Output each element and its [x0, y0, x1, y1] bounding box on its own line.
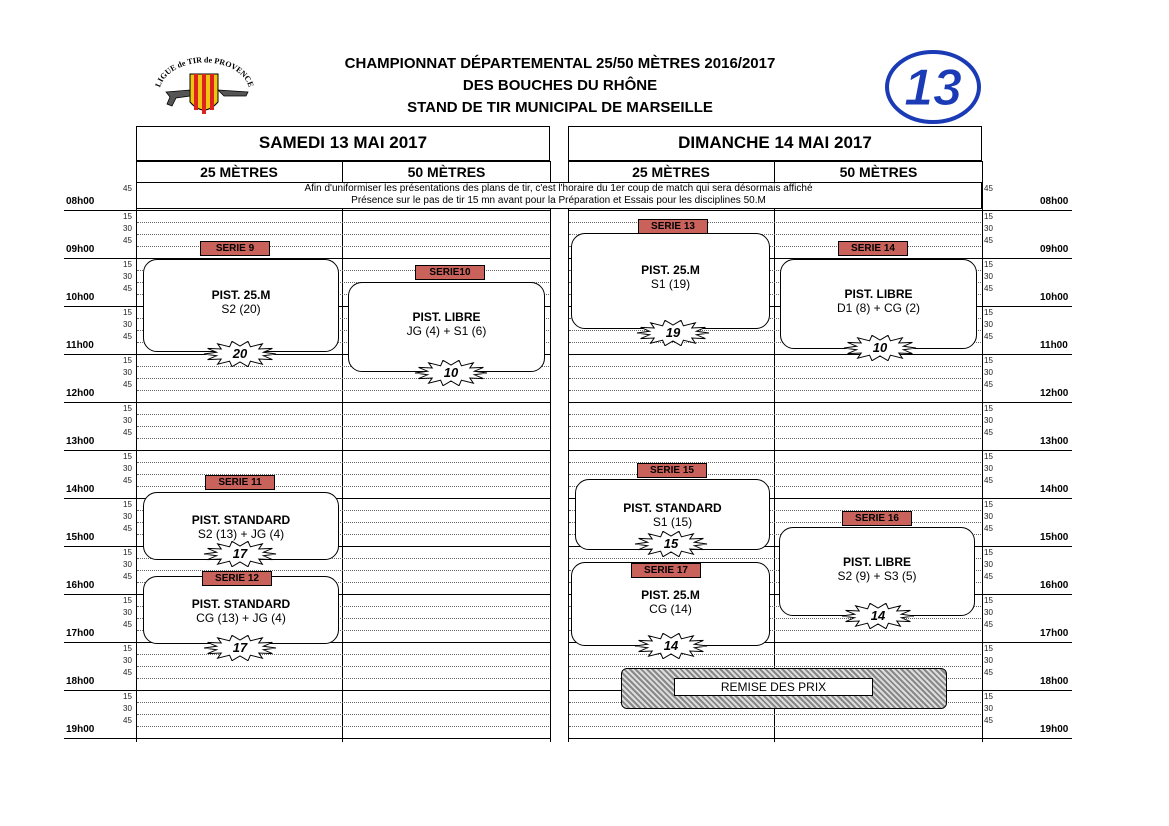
hour-label-right: 08h00: [1040, 196, 1069, 207]
minute-label-left: 30: [123, 656, 132, 665]
minute-label-left: 45: [123, 668, 132, 677]
hour-line: [568, 450, 982, 451]
minute-label-left: 30: [123, 224, 132, 233]
minute-label-left: 45: [123, 476, 132, 485]
shooter-count: 17: [232, 640, 248, 655]
minute-label-right: 30: [984, 512, 993, 521]
hour-label-right: 10h00: [1040, 292, 1069, 303]
minute-label-left: 45: [123, 716, 132, 725]
grid-vline: [550, 161, 551, 742]
hour-line: [136, 450, 550, 451]
minute-label-right: 45: [984, 380, 993, 389]
minute-label-right: 45: [984, 524, 993, 533]
minute-label-right: 15: [984, 260, 993, 269]
hour-label-right: 11h00: [1040, 340, 1068, 351]
shooter-count-burst: [634, 633, 708, 659]
minute-label-right: 15: [984, 596, 993, 605]
shooter-count-burst: [203, 541, 277, 567]
serie-badge: SERIE 14: [838, 241, 908, 256]
quarter-line: [569, 426, 981, 427]
day-title-saturday: SAMEDI 13 MAI 2017: [258, 133, 428, 152]
event-title: PIST. 25.M: [641, 588, 700, 602]
minute-label-right: 30: [984, 704, 993, 713]
shooter-count-burst: [843, 335, 917, 361]
event-box: [143, 259, 339, 352]
hour-line: [568, 738, 982, 739]
minute-label-right: 30: [984, 224, 993, 233]
minute-label-right: 15: [984, 452, 993, 461]
shooter-count-burst: [203, 635, 277, 661]
event-detail: S1 (15): [652, 515, 693, 529]
hour-label-left: 10h00: [66, 292, 95, 303]
hour-label-left: 15h00: [66, 532, 95, 543]
event-detail: CG (13) + JG (4): [196, 611, 286, 625]
grid-hline: [136, 161, 550, 162]
hour-label-left: 09h00: [66, 244, 95, 255]
event-title: PIST. LIBRE: [842, 555, 911, 569]
event-detail: S2 (13) + JG (4): [197, 527, 285, 541]
hour-label-left: 08h00: [66, 196, 95, 207]
minute-label-left: 30: [123, 368, 132, 377]
hour-line: [136, 402, 550, 403]
quarter-line: [569, 726, 981, 727]
minute-label-left: 30: [123, 512, 132, 521]
minute-label-left: 15: [123, 596, 132, 605]
event-detail: S1 (19): [650, 277, 691, 291]
hour-label-left: 17h00: [66, 628, 95, 639]
shooter-count: 14: [663, 638, 679, 653]
logo-13-text: 13: [904, 59, 962, 117]
ligue-provence-logo: [152, 52, 257, 122]
quarter-line: [137, 666, 549, 667]
minute-label-right: 15: [984, 644, 993, 653]
hour-label-left: 14h00: [66, 484, 95, 495]
minute-label-left: 30: [123, 272, 132, 281]
note-line-1: Afin d'uniformiser les présentations des plans de tir, c'est l'horaire du 1er coup de match qui sera désormais affiché: [137, 183, 980, 194]
quarter-line: [569, 222, 981, 223]
hour-line: [64, 210, 136, 211]
shooter-count-burst: [841, 603, 915, 629]
shooter-count-burst: [203, 341, 277, 367]
serie-badge: SERIE 16: [842, 511, 912, 526]
quarter-line: [137, 246, 549, 247]
serie-badge: SERIE 9: [200, 241, 270, 256]
minute-label-left: 15: [123, 452, 132, 461]
event-detail: JG (4) + S1 (6): [406, 324, 487, 338]
quarter-line: [569, 714, 981, 715]
minute-label-left: 45: [123, 332, 132, 341]
minute-label-right: 30: [984, 272, 993, 281]
hour-label-right: 12h00: [1040, 388, 1069, 399]
hour-line: [982, 450, 1072, 451]
event-detail: CG (14): [649, 602, 692, 616]
col-header-sat-50m: 50 MÈTRES: [407, 164, 486, 180]
minute-label-right: 45: [984, 236, 993, 245]
serie-badge: SERIE 17: [631, 563, 701, 578]
minute-label-left: 30: [123, 560, 132, 569]
event-detail: S2 (9) + S3 (5): [837, 569, 917, 583]
minute-label-left: 45: [123, 184, 132, 193]
logo-arc-text: LIGUE de TIR de PROVENCE: [153, 55, 256, 89]
minute-label-left: 15: [123, 308, 132, 317]
minute-label-right: 15: [984, 548, 993, 557]
minute-label-right: 30: [984, 320, 993, 329]
hour-line: [136, 690, 550, 691]
hour-label-right: 19h00: [1040, 724, 1069, 735]
event-title: PIST. 25.M: [641, 263, 700, 277]
minute-label-right: 15: [984, 212, 993, 221]
serie-badge: SERIE10: [415, 265, 485, 280]
quarter-line: [137, 714, 549, 715]
minute-label-right: 15: [984, 308, 993, 317]
event-title: PIST. 25.M: [211, 288, 271, 302]
quarter-line: [569, 654, 981, 655]
prize-label: REMISE DES PRIX: [674, 678, 873, 696]
minute-label-left: 30: [123, 608, 132, 617]
event-detail: D1 (8) + CG (2): [836, 301, 920, 315]
shooter-count-burst: [636, 320, 710, 346]
quarter-line: [137, 702, 549, 703]
prize-ceremony-box: [621, 668, 947, 709]
quarter-line: [569, 666, 981, 667]
minute-label-right: 15: [984, 692, 993, 701]
hour-line: [64, 450, 136, 451]
minute-label-right: 45: [984, 284, 993, 293]
hour-label-left: 18h00: [66, 676, 95, 687]
serie-badge: SERIE 15: [637, 463, 707, 478]
shooter-count: 19: [665, 325, 681, 340]
minute-label-left: 15: [123, 260, 132, 269]
shooter-count-burst: [634, 531, 708, 557]
minute-label-left: 30: [123, 320, 132, 329]
col-header-sun-25m: 25 MÈTRES: [632, 164, 710, 180]
hour-line: [982, 258, 1072, 259]
hour-label-right: 13h00: [1040, 436, 1069, 447]
minute-label-right: 30: [984, 560, 993, 569]
hour-line: [136, 210, 550, 211]
quarter-line: [569, 414, 981, 415]
hour-line: [982, 690, 1072, 691]
hour-label-right: 17h00: [1040, 628, 1069, 639]
minute-label-left: 45: [123, 284, 132, 293]
shooter-count: 15: [663, 536, 679, 551]
hour-line: [64, 258, 136, 259]
shooter-count-burst: [414, 360, 488, 386]
quarter-line: [137, 462, 549, 463]
hour-line: [64, 642, 136, 643]
title-line-2: DES BOUCHES DU RHÔNE: [462, 77, 658, 94]
minute-label-right: 30: [984, 464, 993, 473]
hour-line: [982, 354, 1072, 355]
quarter-line: [137, 234, 549, 235]
hour-line: [64, 546, 136, 547]
minute-label-left: 45: [123, 380, 132, 389]
hour-line: [982, 306, 1072, 307]
minute-label-right: 45: [984, 716, 993, 725]
shooter-count: 20: [232, 346, 248, 361]
quarter-line: [137, 222, 549, 223]
shooter-count: 14: [870, 608, 886, 623]
col-header-sun-50m: 50 MÈTRES: [839, 164, 918, 180]
hour-label-right: 09h00: [1040, 244, 1069, 255]
minute-label-right: 30: [984, 656, 993, 665]
day-title-sunday: DIMANCHE 14 MAI 2017: [678, 133, 872, 152]
title-line-3: STAND DE TIR MUNICIPAL DE MARSEILLE: [407, 99, 713, 116]
minute-label-right: 30: [984, 416, 993, 425]
quarter-line: [137, 474, 549, 475]
shooter-count: 10: [872, 340, 888, 355]
minute-label-left: 15: [123, 356, 132, 365]
hour-line: [64, 306, 136, 307]
event-title: PIST. LIBRE: [844, 287, 913, 301]
serie-badge: SERIE 11: [205, 475, 275, 490]
quarter-line: [137, 414, 549, 415]
minute-label-left: 45: [123, 620, 132, 629]
quarter-line: [569, 474, 981, 475]
hour-line: [982, 594, 1072, 595]
hour-line: [568, 354, 982, 355]
hour-line: [136, 738, 550, 739]
hour-line: [64, 594, 136, 595]
hour-label-right: 15h00: [1040, 532, 1069, 543]
hour-label-right: 16h00: [1040, 580, 1069, 591]
minute-label-left: 15: [123, 404, 132, 413]
hour-line: [64, 402, 136, 403]
event-detail: S2 (20): [221, 302, 261, 316]
event-title: PIST. STANDARD: [191, 597, 291, 611]
hour-line: [982, 402, 1072, 403]
event-box: [348, 282, 545, 372]
hour-line: [64, 690, 136, 691]
serie-badge: SERIE 12: [202, 571, 272, 586]
hour-label-left: 16h00: [66, 580, 95, 591]
title-line-1: CHAMPIONNAT DÉPARTEMENTAL 25/50 MÈTRES 2016/2017: [344, 55, 776, 72]
hour-label-left: 13h00: [66, 436, 95, 447]
event-title: PIST. STANDARD: [623, 501, 722, 515]
minute-label-right: 45: [984, 572, 993, 581]
hour-line: [64, 738, 136, 739]
hour-line: [64, 354, 136, 355]
hour-line: [64, 498, 136, 499]
hour-label-left: 19h00: [66, 724, 95, 735]
minute-label-right: 30: [984, 368, 993, 377]
shooter-count: 10: [443, 365, 459, 380]
departement-13-logo: [884, 49, 982, 125]
serie-badge: SERIE 13: [638, 219, 708, 234]
quarter-line: [569, 438, 981, 439]
event-title: PIST. STANDARD: [191, 513, 291, 527]
quarter-line: [137, 678, 549, 679]
minute-label-left: 15: [123, 644, 132, 653]
minute-label-left: 30: [123, 416, 132, 425]
hour-label-left: 12h00: [66, 388, 95, 399]
quarter-line: [569, 378, 981, 379]
minute-label-right: 45: [984, 476, 993, 485]
event-box: [571, 233, 770, 329]
event-box: [143, 576, 339, 644]
quarter-line: [137, 438, 549, 439]
minute-label-left: 30: [123, 464, 132, 473]
hour-line: [982, 642, 1072, 643]
quarter-line: [137, 654, 549, 655]
event-title: PIST. LIBRE: [412, 310, 481, 324]
minute-label-left: 30: [123, 704, 132, 713]
quarter-line: [569, 390, 981, 391]
minute-label-left: 45: [123, 428, 132, 437]
col-header-sat-25m: 25 MÈTRES: [200, 164, 278, 180]
minute-label-right: 15: [984, 404, 993, 413]
hour-line: [982, 546, 1072, 547]
minute-label-left: 15: [123, 212, 132, 221]
shooter-count: 17: [232, 546, 248, 561]
minute-label-right: 45: [984, 428, 993, 437]
quarter-line: [137, 426, 549, 427]
minute-label-left: 15: [123, 548, 132, 557]
hour-line: [568, 402, 982, 403]
hour-label-left: 11h00: [66, 340, 94, 351]
minute-label-right: 15: [984, 500, 993, 509]
grid-hline: [568, 161, 982, 162]
minute-label-right: 45: [984, 332, 993, 341]
minute-label-right: 45: [984, 184, 993, 193]
hour-line: [982, 210, 1072, 211]
hour-label-right: 18h00: [1040, 676, 1069, 687]
minute-label-left: 15: [123, 692, 132, 701]
hour-line: [982, 498, 1072, 499]
minute-label-left: 15: [123, 500, 132, 509]
minute-label-left: 45: [123, 236, 132, 245]
hour-label-right: 14h00: [1040, 484, 1069, 495]
quarter-line: [137, 726, 549, 727]
note-line-2: Présence sur le pas de tir 15 mn avant pour la Préparation et Essais pour les disciplines 50.M: [137, 195, 980, 206]
quarter-line: [137, 570, 549, 571]
minute-label-right: 45: [984, 668, 993, 677]
grid-vline: [982, 161, 983, 742]
quarter-line: [569, 462, 981, 463]
hour-line: [982, 738, 1072, 739]
minute-label-right: 45: [984, 620, 993, 629]
minute-label-right: 15: [984, 356, 993, 365]
hour-line: [568, 210, 982, 211]
minute-label-left: 45: [123, 524, 132, 533]
quarter-line: [137, 390, 549, 391]
quarter-line: [569, 366, 981, 367]
minute-label-left: 45: [123, 572, 132, 581]
minute-label-right: 30: [984, 608, 993, 617]
quarter-line: [137, 486, 549, 487]
